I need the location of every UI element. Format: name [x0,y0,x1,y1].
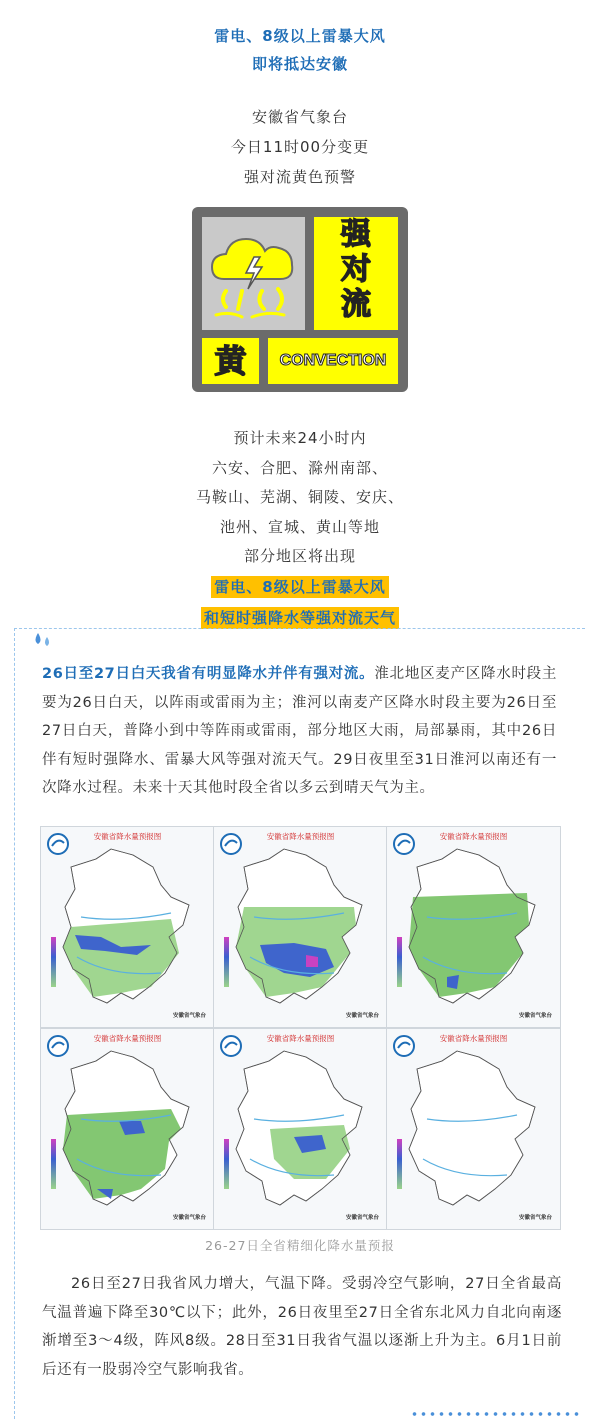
map-org: 安徽省气象台 [345,1013,379,1019]
water-drop-icon [32,631,56,655]
signal-type-char-2: 对 [341,252,371,287]
forecast-line: 池州、宣城、黄山等地 [219,517,380,536]
forecast-highlight-1: 雷电、8级以上雷暴大风 [211,576,388,598]
title-line-2: 即将抵达安徽 [251,55,348,73]
map-org: 安徽省气象台 [518,1215,552,1221]
precipitation-maps [40,826,560,1228]
thunderstorm-cloud-icon [202,217,305,330]
signal-english-box [268,338,398,384]
signal-level: 黄 [214,342,247,380]
decorative-dots [410,1410,580,1418]
forecast-line: 马鞍山、芜湖、铜陵、安庆、 [195,488,404,506]
signal-english: CONVECTION [279,352,387,369]
issuer-time: 今日11时00分变更 [230,138,370,156]
map-org: 安徽省气象台 [518,1013,552,1019]
map-org: 安徽省气象台 [172,1215,206,1221]
map-title: 安徽省降水量预报图 [439,832,508,841]
detail-body: 淮北地区麦产区降水时段主要为26日白天，以阵雨或雷雨为主；淮河以南麦产区降水时段主要为26日至27日白天，普降小到中等阵雨或雷雨，部分地区大雨，局部暴雨，其中26日伴有短时强降水、雷暴大风等强对流天气。29日夜里至31日淮河以南还有一次降水过程。未来十天其他时段全省以多云到晴天气为主。 [42,666,557,797]
signal-type-char-3: 流 [341,287,371,322]
warning-signal [192,207,408,392]
article-title [0,22,600,78]
precipitation-map [386,1028,561,1230]
issuer-agency: 安徽省气象台 [251,108,348,126]
forecast-highlight-2: 和短时强降水等强对流天气 [201,607,399,629]
detail-lead: 26日至27日白天我省有明显降水并伴有强对流。 [42,666,375,682]
precipitation-map [40,826,215,1028]
precipitation-map [386,826,561,1028]
map-title: 安徽省降水量预报图 [266,1034,335,1043]
map-title: 安徽省降水量预报图 [439,1034,508,1043]
map-title: 安徽省降水量预报图 [266,832,335,841]
precipitation-map [213,826,388,1028]
forecast-line: 六安、合肥、滁州南部、 [211,458,388,477]
issuer-warning: 强对流黄色预警 [243,168,356,186]
signal-type-char-1: 强 [341,217,371,252]
precipitation-map [213,1028,388,1230]
map-title: 安徽省降水量预报图 [93,832,162,841]
closing-paragraph: 26日至27日我省风力增大，气温下降。受弱冷空气影响，27日全省最高气温普遍下降至30℃以下；此外，26日夜里至27日全省东北风力自北向南逐渐增至3～4级，阵风8级。28日至31日我省气温以逐渐上升为主。6月1日前后还有一股弱冷空气影响我省。 [42,1276,562,1378]
map-org: 安徽省气象台 [345,1215,379,1221]
map-org: 安徽省气象台 [172,1013,206,1019]
forecast-line: 预计未来24小时内 [233,429,367,447]
forecast-line: 部分地区将出现 [243,547,356,565]
forecast-summary [0,424,600,634]
map-title: 安徽省降水量预报图 [93,1034,162,1043]
warning-issuer [0,102,600,192]
signal-level-box [202,338,259,384]
precipitation-map [40,1028,215,1230]
signal-type-box [314,217,398,330]
detail-paragraph [42,660,557,803]
maps-caption: 26-27日全省精细化降水量预报 [205,1238,395,1253]
title-line-1: 雷电、8级以上雷暴大风 [214,27,386,45]
